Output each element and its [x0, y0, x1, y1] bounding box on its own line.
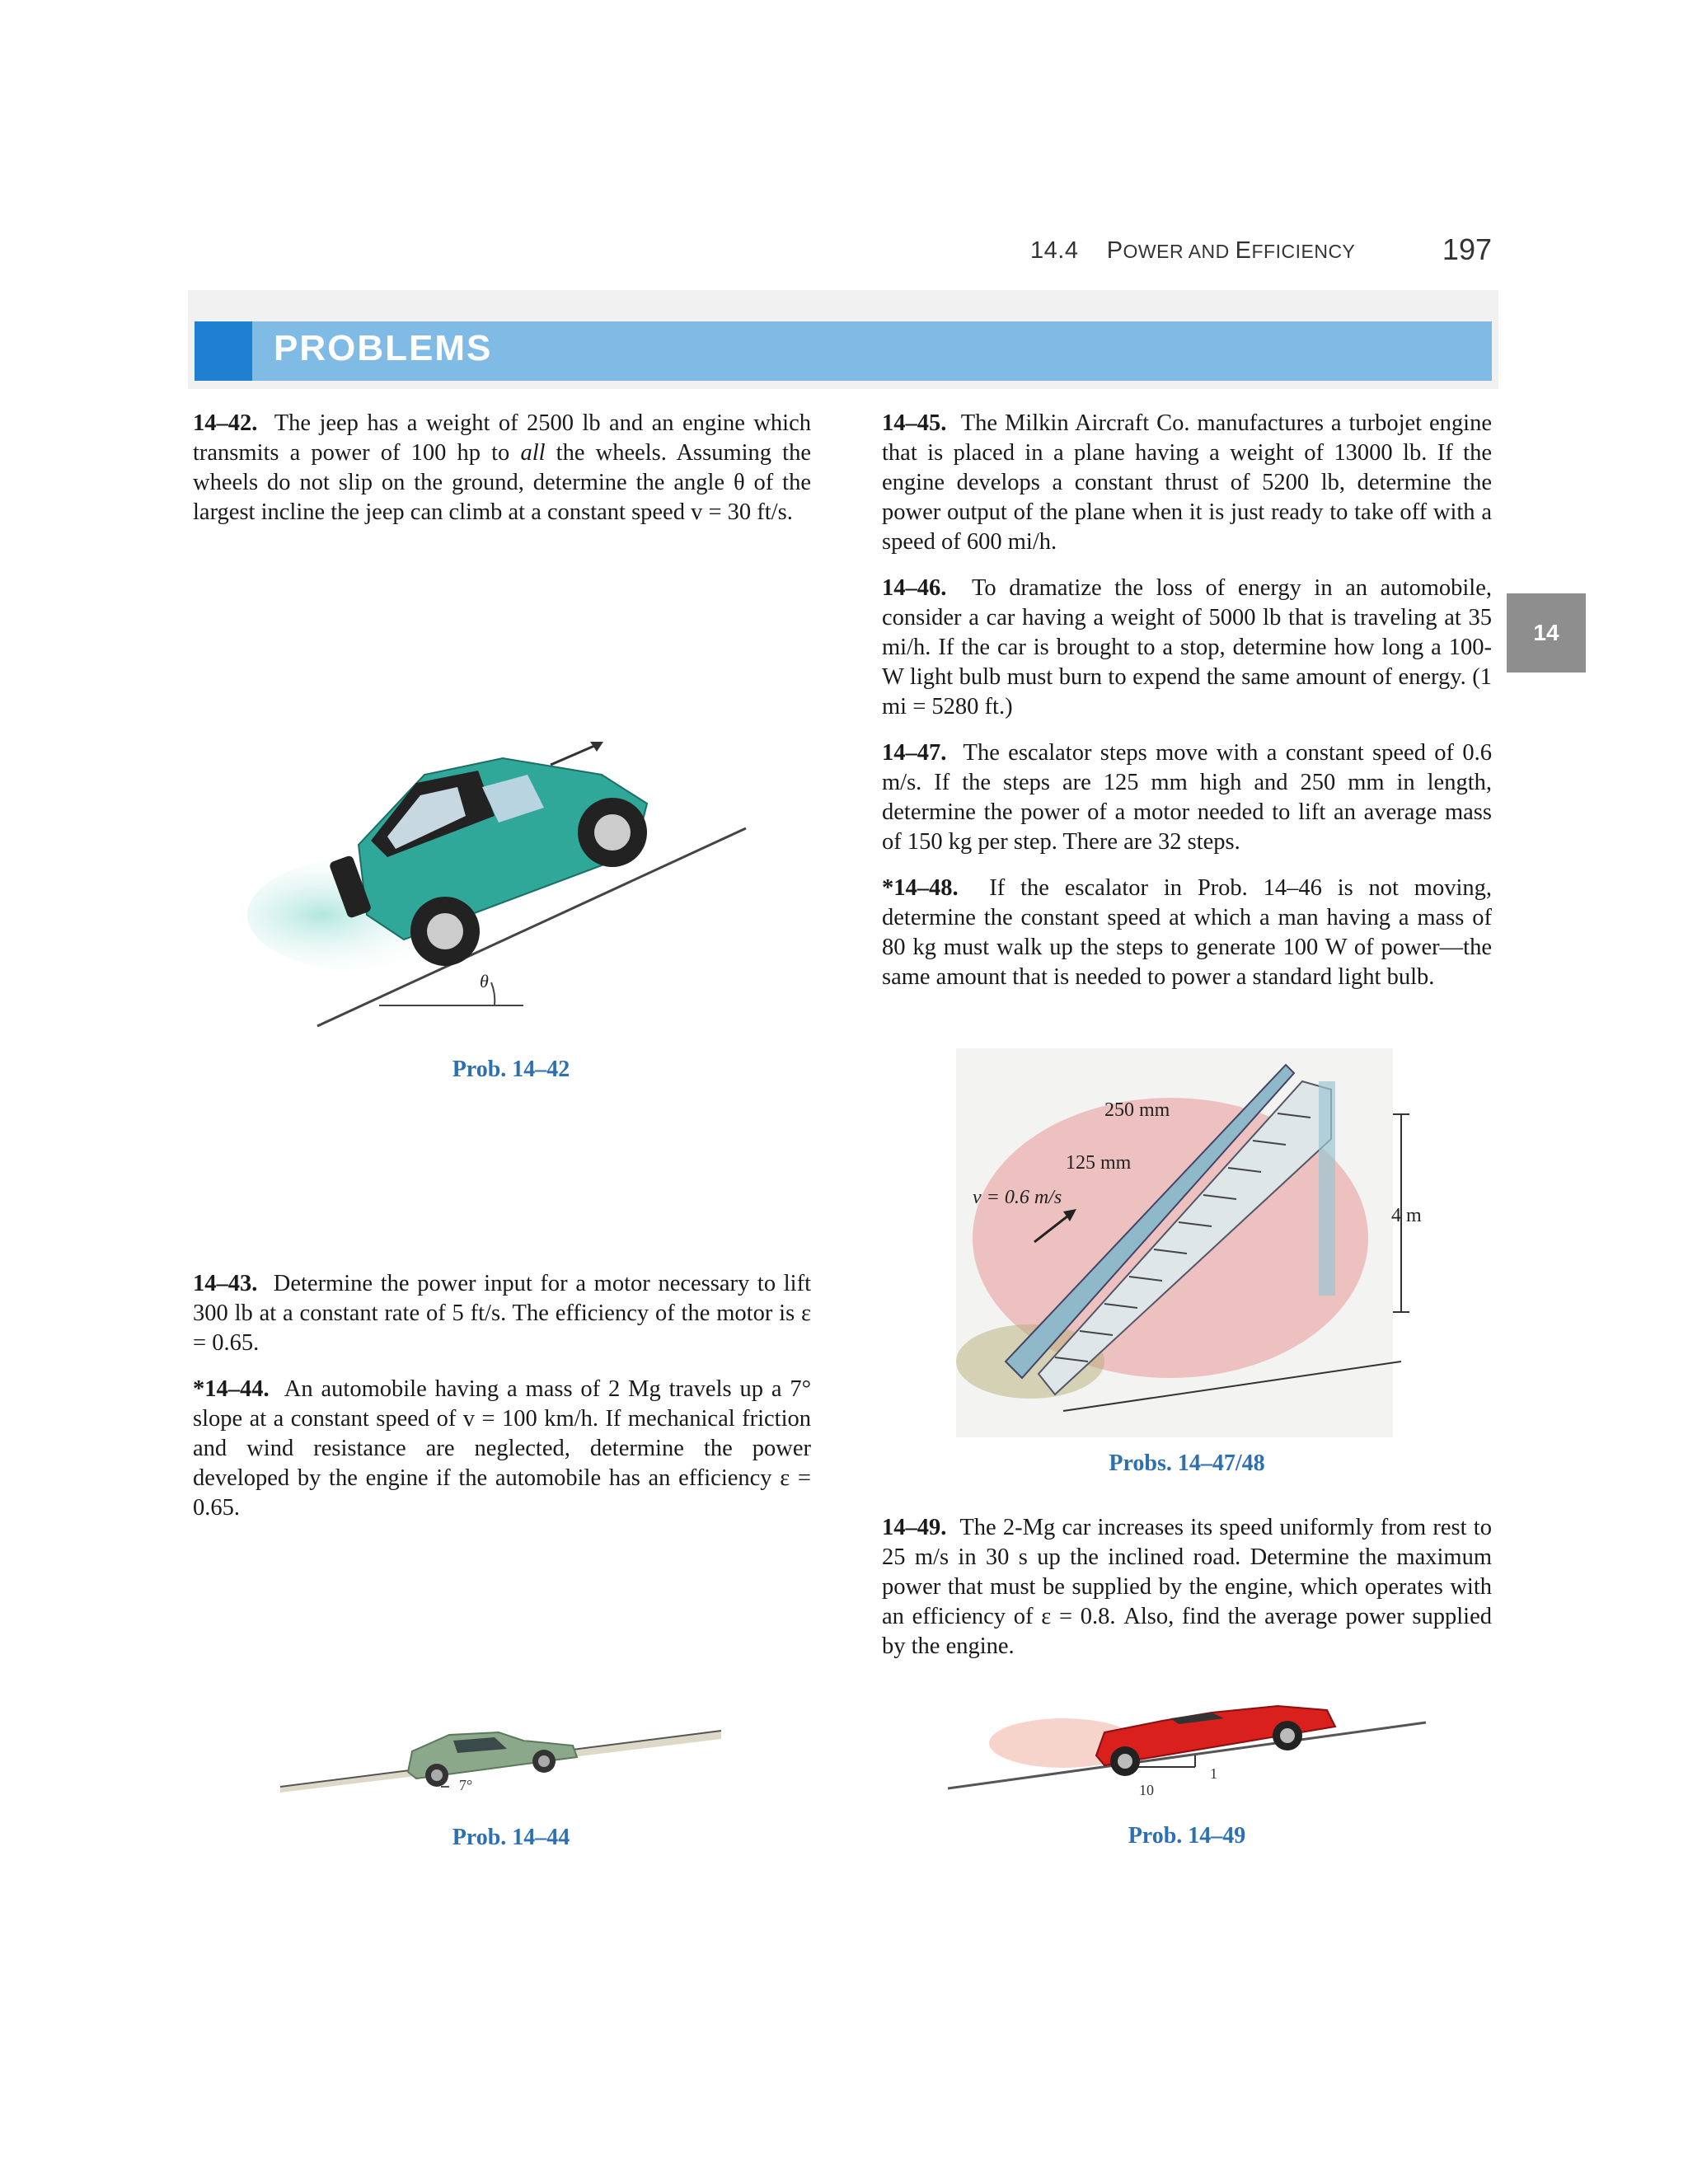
figure-caption: Prob. 14–49	[1128, 1823, 1246, 1849]
car-icon	[408, 1732, 577, 1787]
angle-arc	[491, 982, 495, 1005]
velocity-arrow	[551, 743, 600, 765]
angle-label: 7°	[459, 1777, 473, 1793]
problem-text: The 2-Mg car increases its speed uniformly from rest to 25 m/s in 30 s up the inclined road. Determine the maximum power that must be supplied by the engine, which operates with an efficiency of ε = 0.8. Also, find the average power supplied by the engine.	[882, 1515, 1492, 1659]
problem-number: 14–49.	[882, 1515, 947, 1540]
problem-14-42	[193, 409, 811, 527]
problem-text: The escalator steps move with a constant speed of 0.6 m/s. If the steps are 125 mm high and 250 mm in length, determine the power of a motor needed to lift an average mass of 150 kg per step. There are 32 steps.	[882, 740, 1492, 855]
slope-rise-label: 1	[1210, 1765, 1217, 1782]
section-heading	[1030, 237, 1355, 265]
jeep-figure	[247, 725, 775, 1038]
car-incline-figure	[276, 1698, 738, 1797]
problem-14-48	[882, 874, 1492, 992]
problem-text: If the escalator in Prob. 14–46 is not moving, determine the constant speed at which a man having a mass of 80 kg must walk up the steps to generate 100 W of power—the same amount that is needed to power a standard light bulb.	[882, 875, 1492, 990]
step-length-label: 250 mm	[1104, 1099, 1170, 1121]
problem-14-44	[193, 1375, 811, 1523]
step-height-label: 125 mm	[1066, 1152, 1132, 1174]
problem-text: To dramatize the loss of energy in an automobile, consider a car having a weight of 5000 lb that is traveling at 35 mi/h. If the car is brought to a stop, determine how long a 100-W light bulb must burn to expend the same amount of energy. (1 mi = 5280 ft.)	[882, 575, 1492, 719]
problem-14-46	[882, 574, 1492, 722]
problem-number: *14–48.	[882, 875, 959, 901]
figure-caption: Prob. 14–44	[452, 1825, 570, 1850]
problem-number: 14–46.	[882, 575, 947, 601]
section-number: 14.4	[1030, 237, 1079, 264]
problem-number: 14–45.	[882, 410, 947, 436]
problem-number: 14–42.	[193, 410, 258, 436]
problem-14-43	[193, 1269, 811, 1358]
problem-emphasis: all	[520, 440, 546, 466]
section-title-part-2: FFICIENCY	[1251, 241, 1356, 262]
problem-number: *14–44.	[193, 1376, 270, 1402]
section-title-part: OWER AND	[1123, 241, 1236, 262]
section-title-initial-2: E	[1235, 237, 1252, 264]
red-car-figure	[948, 1681, 1442, 1805]
chapter-tab: 14	[1507, 593, 1586, 673]
problem-text: The Milkin Aircraft Co. manufactures a turbojet engine that is placed in a plane having a weight of 13000 lb. If the engine develops a constant thrust of 5200 lb, determine the power output of the plane when it is just ready to take off with a speed of 600 mi/h.	[882, 410, 1492, 555]
problem-text-cont: the wheels. Assuming the wheels do not slip on the ground, determine the angle θ of the largest incline the jeep can climb at a constant speed v = 30 ft/s.	[193, 440, 811, 525]
problem-14-45	[882, 409, 1492, 557]
problem-text: An automobile having a mass of 2 Mg travels up a 7° slope at a constant speed of v = 100 km/h. If mechanical friction and wind resistance are neglected, determine the power developed by the engine if the automobile has an efficiency ε = 0.65.	[193, 1376, 811, 1521]
speed-label: v = 0.6 m/s	[973, 1187, 1062, 1208]
problems-banner	[195, 321, 1492, 381]
page-number: 197	[1442, 232, 1492, 266]
figure-caption: Probs. 14–47/48	[1109, 1451, 1265, 1476]
angle-label: θ	[480, 971, 489, 991]
figure-caption: Prob. 14–42	[452, 1057, 570, 1082]
escalator-rail-far	[1319, 1081, 1335, 1296]
problem-number: 14–43.	[193, 1271, 258, 1296]
problem-number: 14–47.	[882, 740, 947, 766]
section-title	[1107, 237, 1356, 264]
banner-title: PROBLEMS	[274, 328, 493, 368]
problem-14-49	[882, 1513, 1492, 1661]
section-title-initial: P	[1106, 237, 1123, 264]
problem-text: Determine the power input for a motor necessary to lift 300 lb at a constant rate of 5 ft/s. The efficiency of the motor is ε = 0.65.	[193, 1271, 812, 1356]
problem-14-47	[882, 738, 1492, 857]
banner-accent	[195, 321, 252, 381]
height-label: 4 m	[1391, 1205, 1422, 1226]
problem-text: The jeep has a weight of 2500 lb and an engine which transmits a power of 100 hp to	[193, 410, 811, 466]
escalator-figure	[956, 1048, 1467, 1437]
slope-run-label: 10	[1139, 1782, 1154, 1798]
running-header	[1030, 232, 1492, 274]
